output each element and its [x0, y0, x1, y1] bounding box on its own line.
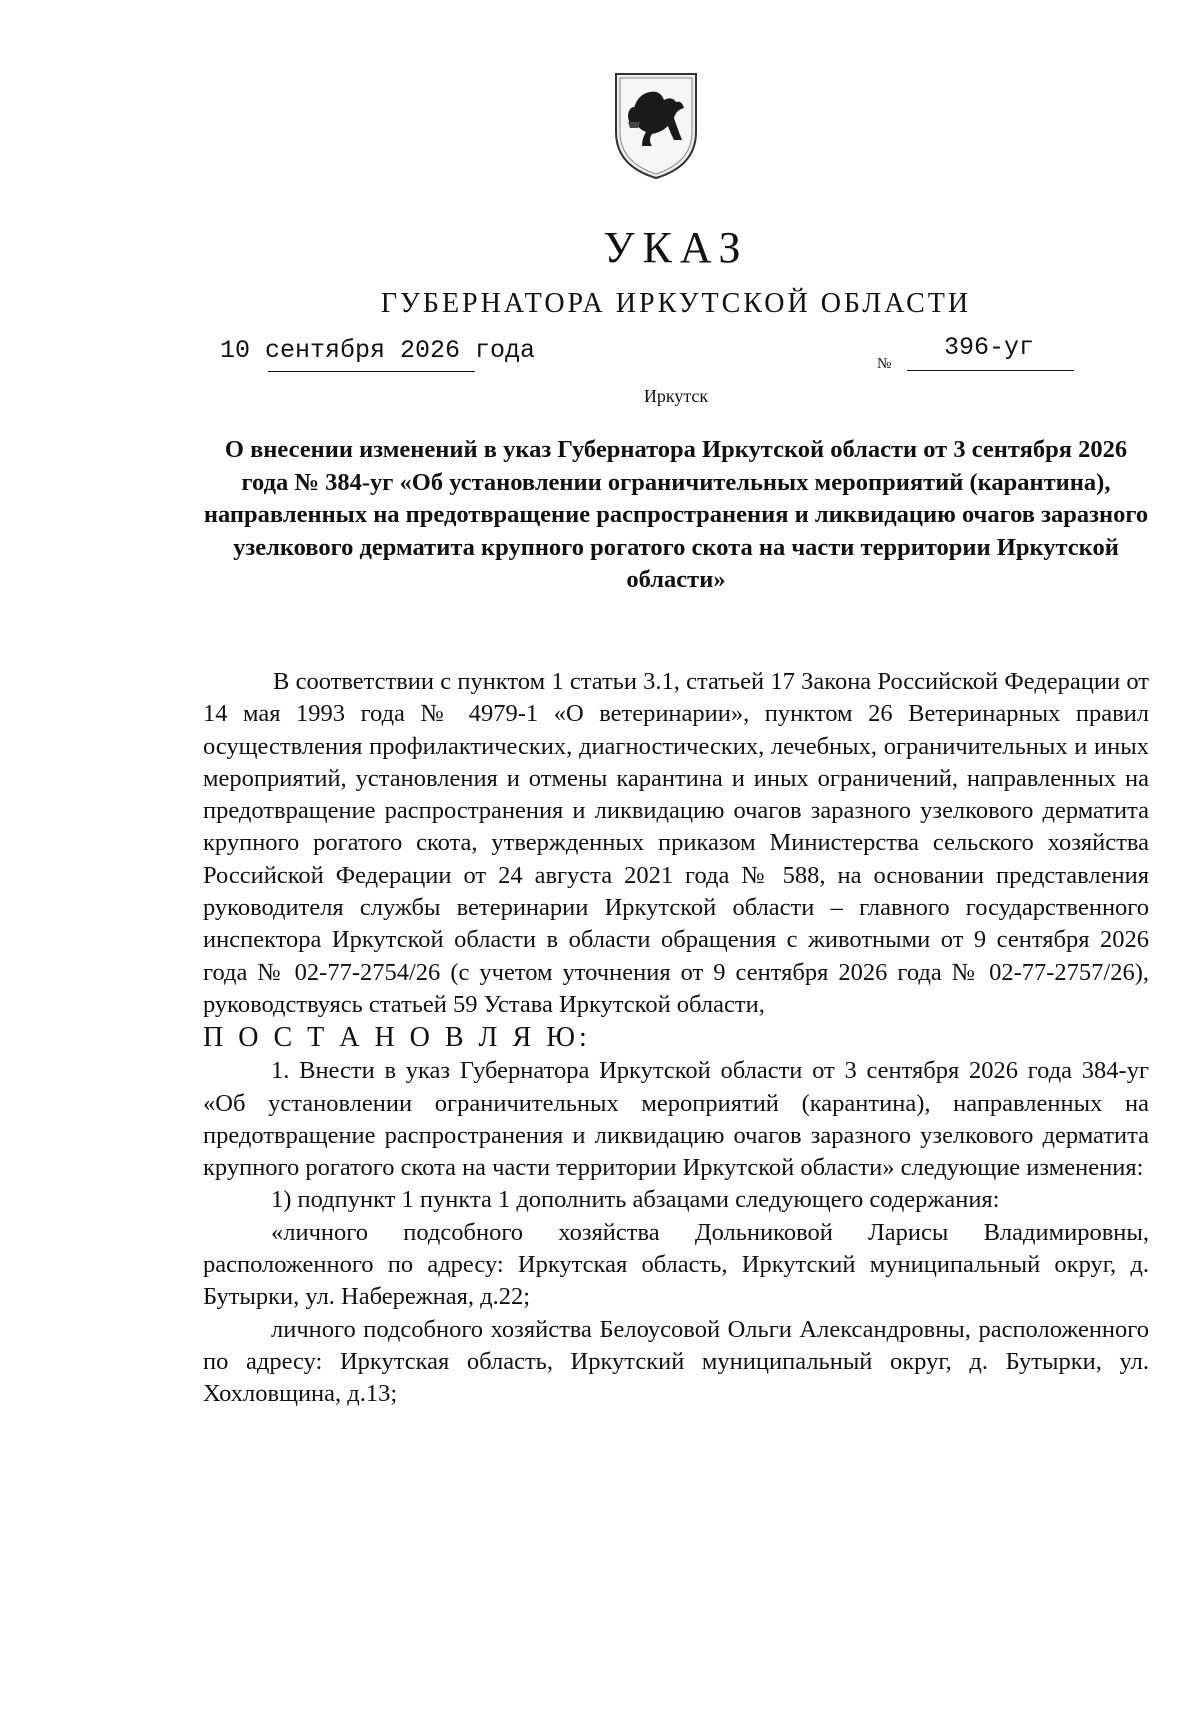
number-underline: [907, 370, 1074, 371]
number-sign: №: [877, 356, 892, 372]
household-paragraph-2: личного подсобного хозяйства Белоусовой Ольги Александровны, расположенного по адресу: Иркутская область, Иркутский муниципальный округ, д. Бутырки, ул. Хохловщина, д.13;: [203, 1315, 1149, 1408]
date-underline: [268, 371, 475, 372]
subitem-1-paragraph: 1) подпункт 1 пункта 1 дополнить абзацами следующего содержания:: [271, 1186, 1000, 1214]
coat-of-arms-icon: [612, 70, 700, 182]
document-body: [203, 666, 1149, 1411]
document-heading: О внесении изменений в указ Губернатора Иркутской области от 3 сентября 2026 года № 384-уг «Об установлении ограничительных мероприятий (карантина), направленных на предотвращение распространения и ликвидацию очагов заразного узелкового дерматита крупного рогатого скота на части территории Иркутской области»: [203, 436, 1149, 593]
item-1-paragraph: 1. Внести в указ Губернатора Иркутской области от 3 сентября 2026 года 384-уг «Об установлении ограничительных мероприятий (карантина), направленных на предотвращение распространения и ликвидацию очагов заразного узелкового дерматита крупного рогатого скота на части территории Иркутской области» следующие изменения:: [203, 1057, 1149, 1182]
document-title: УКАЗ: [603, 223, 749, 272]
resolve-line: П О С Т А Н О В Л Я Ю:: [203, 1022, 591, 1054]
household-paragraph-1: «личного подсобного хозяйства Дольниковой Ларисы Владимировны, расположенного по адресу: Иркутская область, Иркутский муниципальный округ, д. Бутырки, ул. Набережная, д.22;: [203, 1218, 1149, 1311]
document-subtitle: ГУБЕРНАТОРА ИРКУТСКОЙ ОБЛАСТИ: [380, 288, 972, 319]
document-city: Иркутск: [643, 386, 709, 406]
document-date: 10 сентября 2026 года: [220, 336, 536, 365]
document-number: 396-уг: [944, 333, 1035, 362]
preamble-paragraph: В соответствии с пунктом 1 статьи 3.1, статьей 17 Закона Российской Федерации от 14 мая 1993 года № 4979-1 «О ветеринарии», пунктом 26 Ветеринарных правил осуществления профилактических, диагностических, лечебных, ограничительных и иных мероприятий, установления и отмены карантина и иных ограничений, направленных на предотвращение распространения и ликвидацию очагов заразного узелкового дерматита крупного рогатого скота, утвержденных приказом Министерства сельского хозяйства Российской Федерации от 24 августа 2021 года № 588, на основании представления руководителя службы ветеринарии Иркутской области – главного государственного инспектора Иркутской области в области обращения с животными от 9 сентября 2026 года № 02-77-2754/26 (с учетом уточнения от 9 сентября 2026 года № 02-77-2757/26), руководствуясь статьей 59 Устава Иркутской области,: [203, 668, 1149, 1018]
